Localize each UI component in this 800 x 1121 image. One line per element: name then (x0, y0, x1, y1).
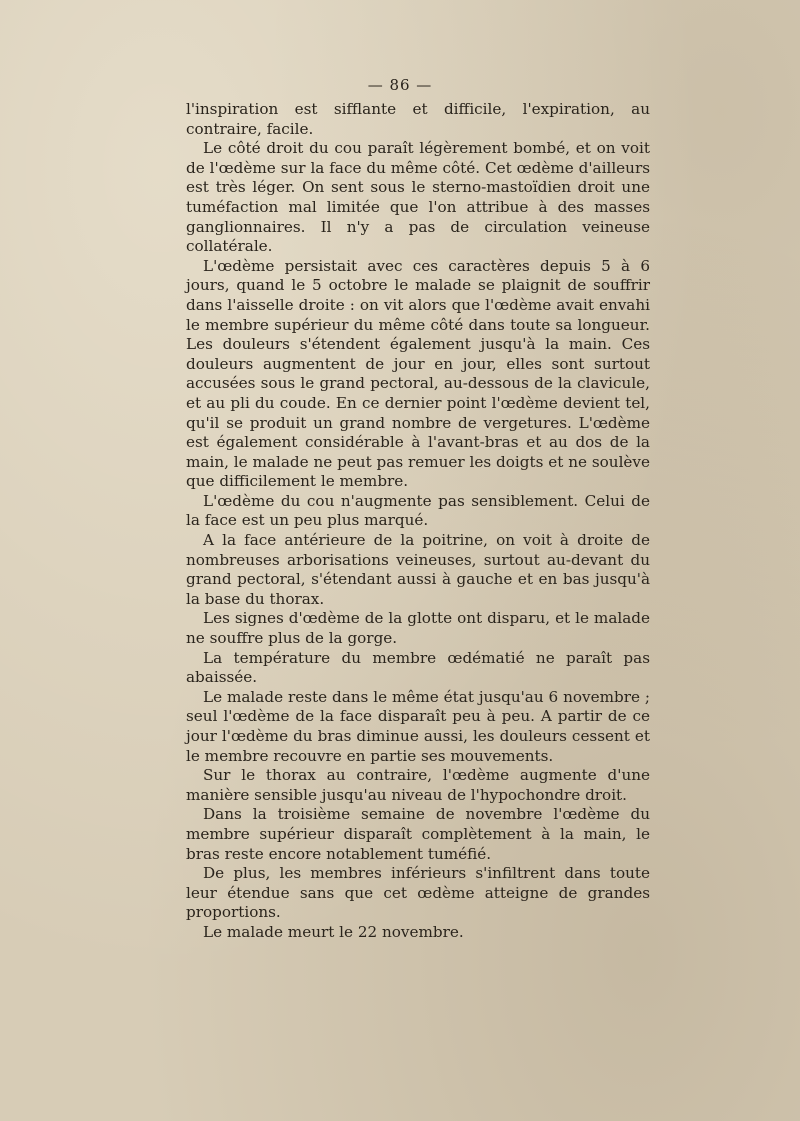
page-number: — 86 — (367, 76, 433, 94)
paragraph-10: Dans la troisième semaine de novembre l'œdème du membre supérieur disparaît complètement à la main, le bras reste encore notablement tuméfié. (186, 805, 650, 863)
paragraph-8: Le malade reste dans le même état jusqu'au 6 novembre ; seul l'œdème de la face disparaît peu à peu. A partir de ce jour l'œdème du bras diminue aussi, les douleurs cessent et le membre recouvre en partie ses mouvements. (186, 687, 650, 765)
paragraph-3: L'œdème persistait avec ces caractères depuis 5 à 6 jours, quand le 5 octobre le malade se plaignit de souffrir dans l'aisselle droite : on vit alors que l'œdème avait envahi le membre supérieur du même côté dans toute sa longueur. Les douleurs s'étendent également jusqu'à la main. Ces douleurs augmentent de jour en jour, elles sont surtout accusées sous le grand pectoral, au-dessous de la clavicule, et au pli du coude. En ce dernier point l'œdème devient tel, qu'il se produit un grand nombre de vergetures. L'œdème est également considérable à l'avant-bras et au dos de la main, le malade ne peut pas remuer les doigts et ne soulève que difficilement le membre. (186, 256, 650, 491)
paragraph-5: A la face antérieure de la poitrine, on voit à droite de nombreuses arborisations veineuses, surtout au-devant du grand pectoral, s'étendant aussi à gauche et en bas jusqu'à la base du thorax. (186, 531, 650, 608)
paragraph-2: Le côté droit du cou paraît légèrement bombé, et on voit de l'œdème sur la face du même côté. Cet œdème d'ailleurs est très léger. On sent sous le sterno-mastoïdien droit une tuméfaction mal limitée que l'on attribue à des masses ganglionnaires. Il n'y a pas de circulation veineuse collatérale. (186, 139, 650, 256)
paragraph-1: l'inspiration est sifflante et difficile, l'expiration, au contraire, facile. (186, 100, 650, 138)
paragraph-12: Le malade meurt le 22 novembre. (203, 922, 464, 941)
paragraph-4: L'œdème du cou n'augmente pas sensiblement. Celui de la face est un peu plus marqué. (186, 491, 650, 530)
paragraph-9: Sur le thorax au contraire, l'œdème augmente d'une manière sensible jusqu'au niveau de l'hypochondre droit. (186, 766, 650, 804)
paragraph-11: De plus, les membres inférieurs s'infiltrent dans toute leur étendue sans que cet œdème atteigne de grandes proportions. (186, 864, 650, 922)
paragraph-6: Les signes d'œdème de la glotte ont disparu, et le malade ne souffre plus de la gorge. (186, 609, 650, 648)
paragraph-7: La température du membre œdématié ne paraît pas abaissée. (186, 648, 650, 687)
body-text (186, 100, 650, 943)
